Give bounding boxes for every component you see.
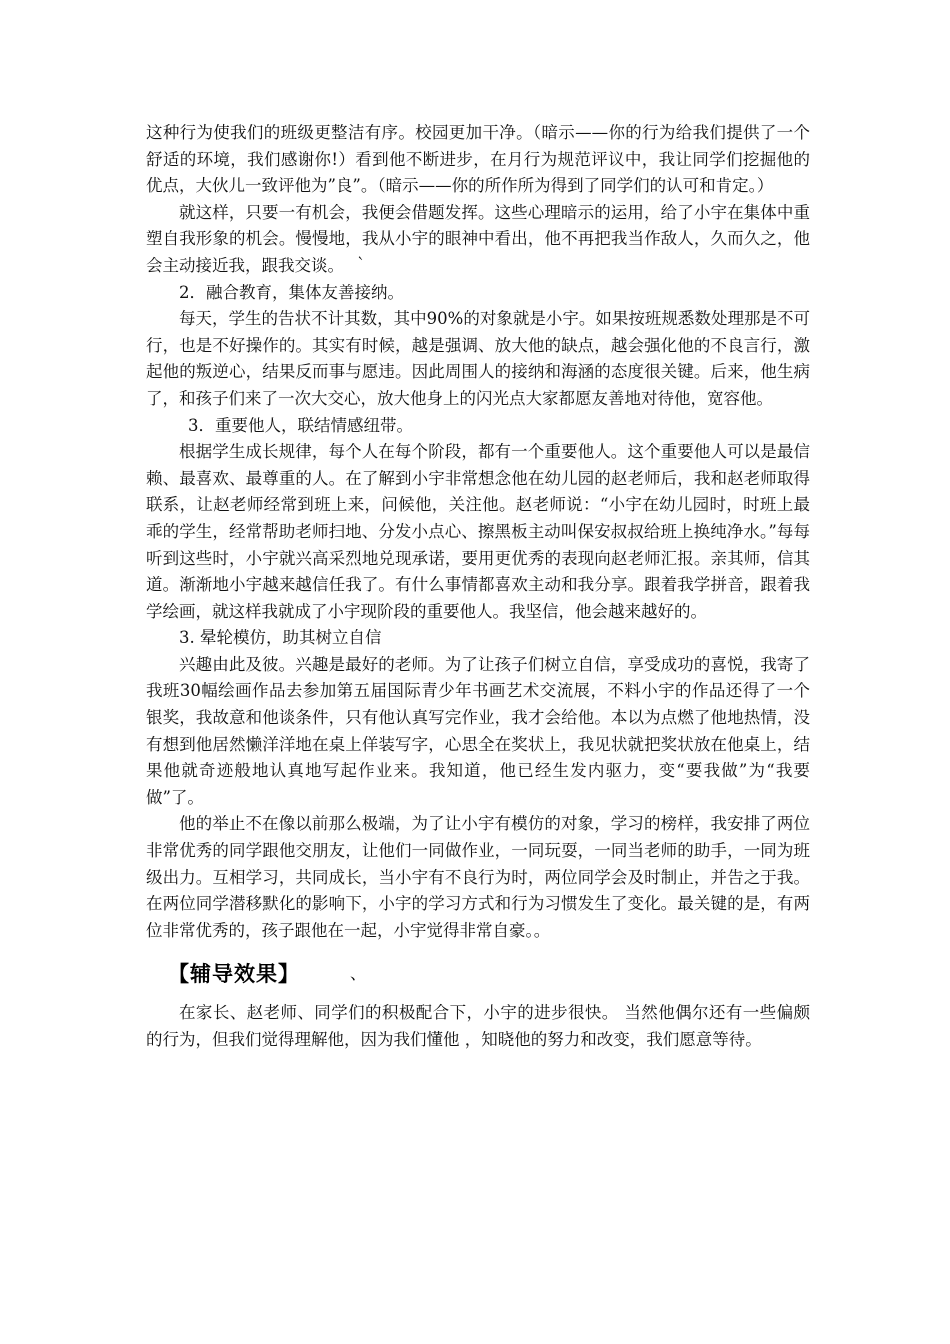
section-heading: 【辅导效果】 — [168, 962, 300, 987]
paragraph-2: 就这样，只要一有机会，我便会借题发挥。这些心理暗示的运用，给了小宇在集体中重塑自我形象的机会。慢慢地，我从小宇的眼神中看出，他不再把我当作敌人，久而久之，他会主动接近我，跟我交谈。 ｀ — [146, 202, 810, 275]
document-body — [146, 120, 810, 1054]
section-heading-row — [146, 954, 810, 994]
paragraph-4: 根据学生成长规律，每个人在每个阶段，都有一个重要他人。这个重要他人可以是最信赖、最喜欢、最尊重的人。在了解到小宇非常想念他在幼儿园的赵老师后，我和赵老师取得联系，让赵老师经常到班上来，问候他，关注他。赵老师说：“小宇在幼儿园时，时班上最乖的学生，经常帮助老师扫地、分发小点心、擦黑板主动叫保安叔叔给班上换纯净水。”每每听到这些时，小宇就兴高采烈地兑现承诺，要用更优秀的表现向赵老师汇报。亲其师，信其道。渐渐地小宇越来越信任我了。有什么事情都喜欢主动和我分享。跟着我学拼音，跟着我学绘画，就这样我就成了小宇现阶段的重要他人。我坚信，他会越来越好的。 — [146, 442, 810, 621]
section-item-2: 2．融合教育，集体友善接纳。 — [179, 282, 404, 302]
paragraph-7: 在家长、赵老师、同学们的积极配合下，小宇的进步很快。 当然他偶尔还有一些偏颇的行为，但我们觉得理解他，因为我们懂他 ，知晓他的努力和改变，我们愿意等待。 — [146, 1003, 810, 1049]
section-item-3: 3．重要他人，联结情感纽带。 — [188, 415, 413, 435]
paragraph-3: 每天，学生的告状不计其数，其中90%的对象就是小宇。如果按班规悉数处理那是不可行，也是不好操作的。其实有时候，越是强调、放大他的缺点，越会强化他的不良言行，激起他的叛逆心，结果反而事与愿违。因此周围人的接纳和海涵的态度很关键。后来，他生病了，和孩子们来了一次大交心，放大他身上的闪光点大家都愿友善地对待他，宽容他。 — [146, 309, 810, 408]
paragraph-6: 他的举止不在像以前那么极端，为了让小宇有模仿的对象，学习的榜样，我安排了两位非常优秀的同学跟他交朋友，让他们一同做作业，一同玩耍，一同当老师的助手，一同为班级出力。互相学习，共同成长，当小宇有不良行为时，两位同学会及时制止，并告之于我。在两位同学潜移默化的影响下，小宇的学习方式和行为习惯发生了变化。最关键的是，有两位非常优秀的，孩子跟他在一起，小宇觉得非常自豪。。 — [146, 814, 810, 940]
section-item-4: 3. 晕轮模仿，助其树立自信 — [179, 628, 382, 648]
paragraph-5: 兴趣由此及彼。兴趣是最好的老师。为了让孩子们树立自信，享受成功的喜悦，我寄了我班30幅绘画作品去参加第五届国际青少年书画艺术交流展，不料小宇的作品还得了一个银奖，我故意和他谈条件，只有他认真写完作业，我才会给他。本以为点燃了他地热情，没有想到他居然懒洋洋地在桌上佯装写字，心思全在奖状上，我见状就把奖状放在他桌上，结果他就奇迹般地认真地写起作业来。我知道，他已经生发内驱力，变“要我做”为“我要做”了。 — [146, 654, 810, 807]
heading-mark: 、 — [350, 964, 367, 984]
paragraph-1: 这种行为使我们的班级更整洁有序。校园更加干净。（暗示——你的行为给我们提供了一个舒适的环境，我们感谢你!）看到他不断进步，在月行为规范评议中，我让同学们挖掘他的优点，大伙儿一致评他为”良”。（暗示——你的所作所为得到了同学们的认可和肯定。） — [146, 123, 810, 196]
